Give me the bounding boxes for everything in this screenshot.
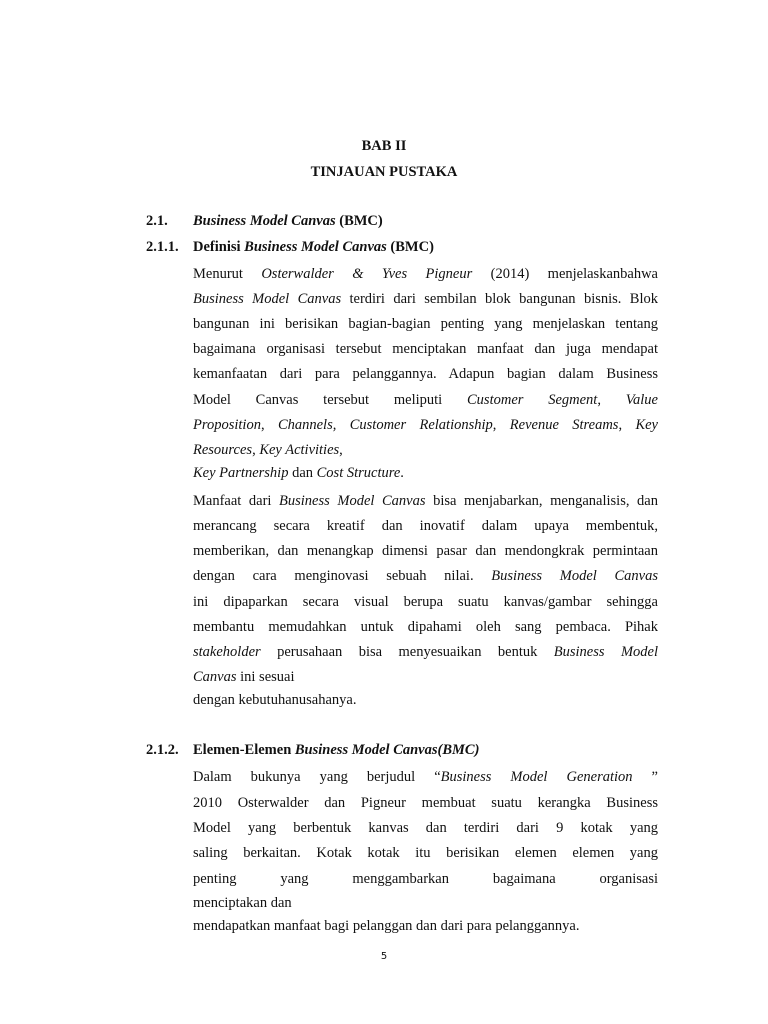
section-number: 2.1.2. — [146, 742, 179, 758]
section-number: 2.1.1. — [146, 239, 179, 255]
section-title: Business Model Canvas (BMC) — [193, 213, 383, 229]
chapter-title: TINJAUAN PUSTAKA — [310, 164, 458, 180]
text-line: merancang secara kreatif dan inovatif dalam upaya membentuk, — [193, 518, 658, 534]
text-line: ini dipaparkan secara visual berupa suatu kanvas/gambar sehingga — [193, 594, 658, 610]
text-line: Business Model Canvas terdiri dari sembilan blok bangunan bisnis. Blok — [193, 291, 659, 307]
section-number: 2.1. — [146, 213, 168, 229]
text-line: mendapatkan manfaat bagi pelanggan dan dari para pelanggannya. — [193, 918, 580, 934]
text-line: Menurut Osterwalder & Yves Pigneur (2014) menjelaskanbahwa — [193, 266, 658, 282]
text-line: dengan cara menginovasi sebuah nilai. Business Model Canvas — [193, 568, 658, 584]
text-line: menciptakan dan — [193, 895, 292, 911]
text-line: 2010 Osterwalder dan Pigneur membuat suatu kerangka Business — [193, 795, 658, 811]
text-line: Resources, Key Activities, — [193, 442, 343, 458]
text-line: dengan kebutuhanusahanya. — [193, 692, 357, 708]
section-title: Elemen-Elemen Business Model Canvas(BMC) — [193, 742, 480, 758]
text-line: kemanfaatan dari para pelanggannya. Adapun bagian dalam Business — [193, 366, 658, 382]
text-line: stakeholder perusahaan bisa menyesuaikan bentuk Business Model — [193, 644, 659, 660]
text-line: memberikan, dan menangkap dimensi pasar dan mendongkrak permintaan — [193, 543, 658, 559]
text-line: Model yang berbentuk kanvas dan terdiri dari 9 kotak yang — [193, 820, 658, 836]
text-line: Model Canvas tersebut meliputi Customer Segment, Value — [193, 392, 658, 408]
text-line: saling berkaitan. Kotak kotak itu berisikan elemen elemen yang — [193, 845, 658, 861]
chapter-number: BAB II — [361, 138, 407, 154]
text-line: bagaimana organisasi tersebut menciptakan manfaat dan juga mendapat — [193, 341, 658, 357]
text-line: Canvas ini sesuai — [193, 669, 295, 685]
text-line: Key Partnership dan Cost Structure. — [193, 465, 404, 481]
text-line: penting yang menggambarkan bagaimana organisasi — [193, 871, 658, 887]
section-title: Definisi Business Model Canvas (BMC) — [193, 239, 434, 255]
text-line: Manfaat dari Business Model Canvas bisa menjabarkan, menganalisis, dan — [193, 493, 658, 509]
text-line: bangunan ini berisikan bagian-bagian penting yang menjelaskan tentang — [193, 316, 658, 332]
text-line: Proposition, Channels, Customer Relationship, Revenue Streams, Key — [193, 417, 658, 433]
text-line: membantu memudahkan untuk dipahami oleh sang pembaca. Pihak — [193, 619, 658, 635]
page-number: 5 — [380, 951, 388, 962]
text-line: Dalam bukunya yang berjudul “Business Model Generation ” — [193, 769, 658, 785]
